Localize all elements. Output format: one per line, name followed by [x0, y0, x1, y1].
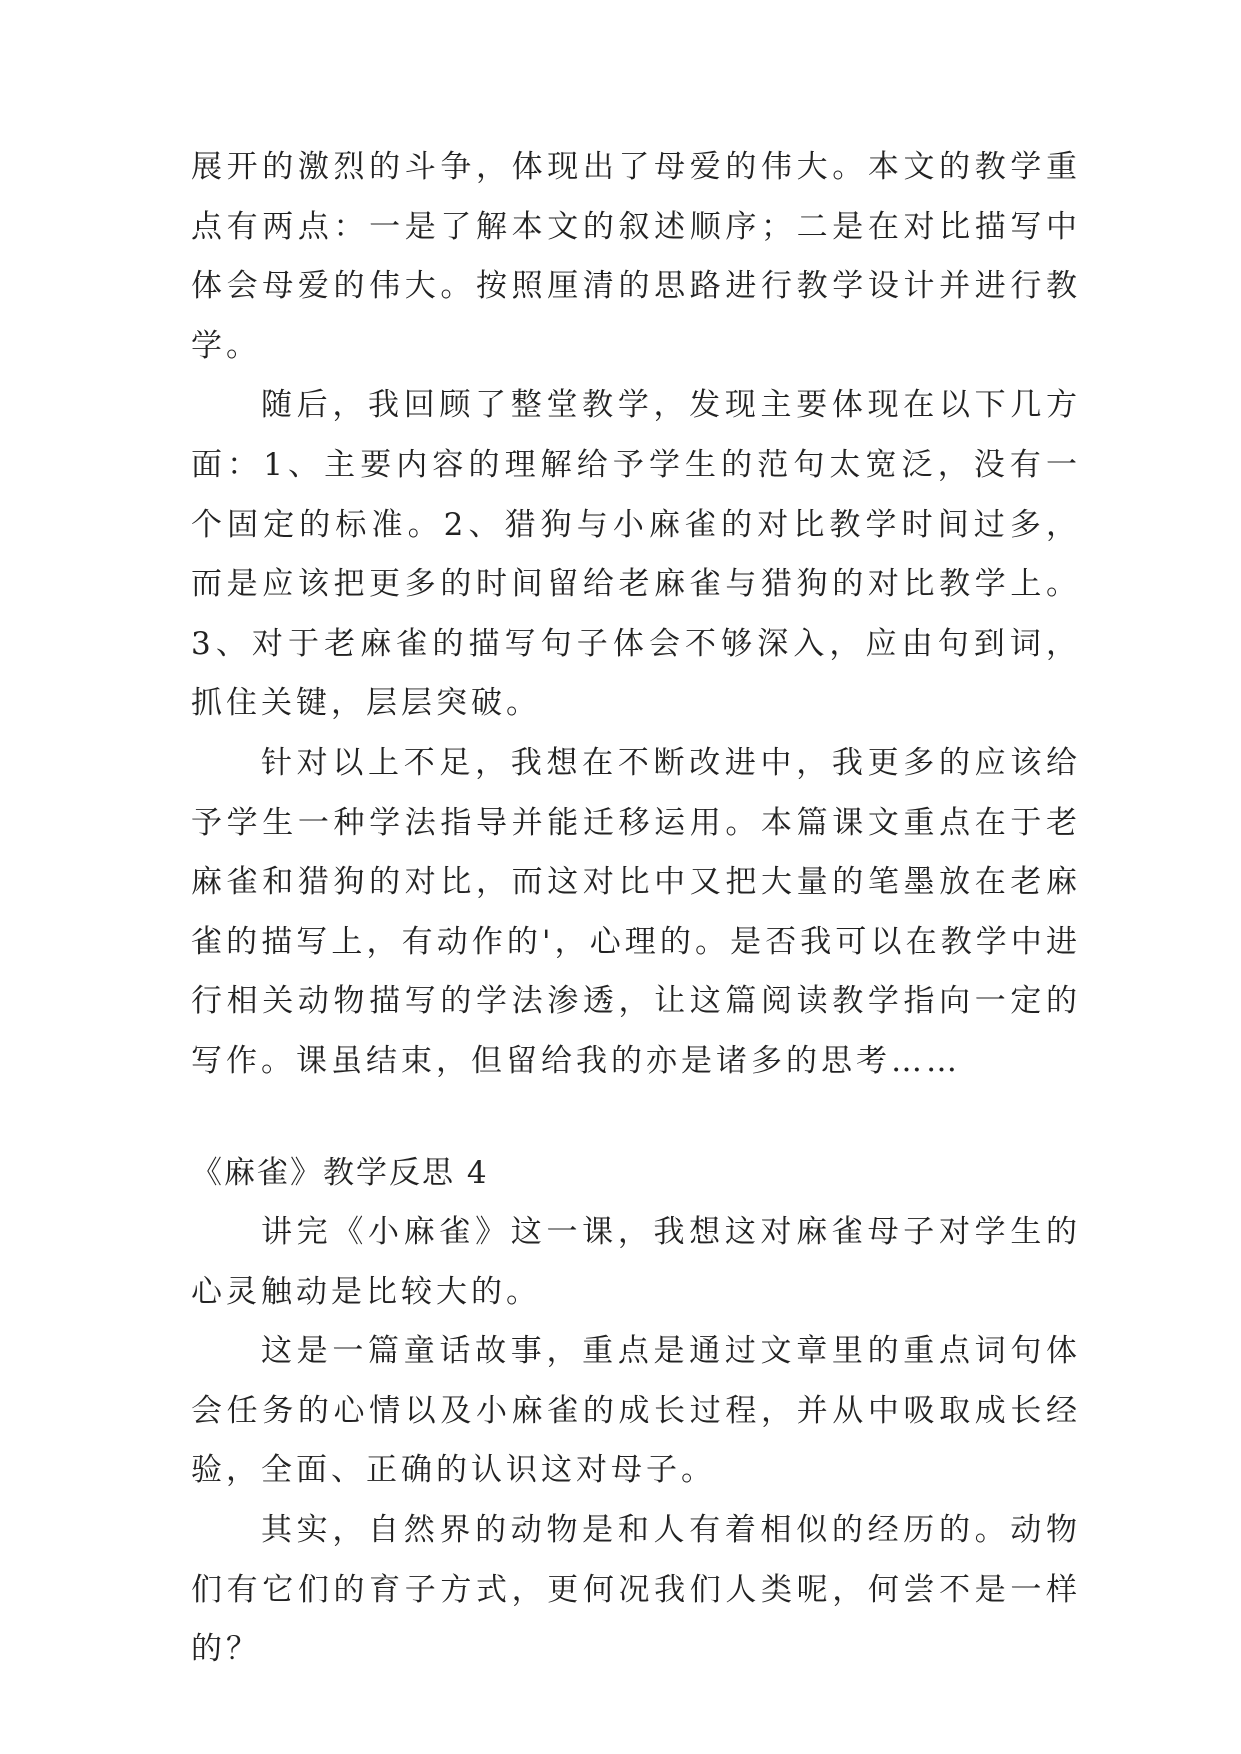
section-spacer: [191, 1092, 1081, 1144]
paragraph: 随后，我回顾了整堂教学，发现主要体现在以下几方面：1、主要内容的理解给予学生的范句太宽泛，没有一个固定的标准。2、猎狗与小麻雀的对比教学时间过多，而是应该把更多的时间留给老麻雀与猎狗的对比教学上。3、对于老麻雀的描写句子体会不够深入，应由句到词，抓住关键，层层突破。: [191, 387, 1081, 722]
paragraph: 这是一篇童话故事，重点是通过文章里的重点词句体会任务的心情以及小麻雀的成长过程，并从中吸取成长经验，全面、正确的认识这对母子。: [191, 1333, 1081, 1489]
paragraph: 讲完《小麻雀》这一课，我想这对麻雀母子对学生的心灵触动是比较大的。: [191, 1214, 1081, 1310]
paragraph: 针对以上不足，我想在不断改进中，我更多的应该给予学生一种学法指导并能迁移运用。本篇课文重点在于老麻雀和猎狗的对比，而这对比中又把大量的笔墨放在老麻雀的描写上，有动作的'，心理的。是否我可以在教学中进行相关动物描写的学法渗透，让这篇阅读教学指向一定的写作。课虽结束，但留给我的亦是诸多的思考……: [191, 744, 1081, 1079]
paragraph: 展开的激烈的斗争，体现出了母爱的伟大。本文的教学重点有两点：一是了解本文的叙述顺序；二是在对比描写中体会母爱的伟大。按照厘清的思路进行教学设计并进行教学。: [191, 149, 1081, 364]
document-body: [191, 138, 1081, 1680]
paragraph: 其实，自然界的动物是和人有着相似的经历的。动物们有它们的育子方式，更何况我们人类呢，何尝不是一样的？: [191, 1512, 1081, 1668]
section-title: 《麻雀》教学反思 4: [191, 1154, 489, 1191]
